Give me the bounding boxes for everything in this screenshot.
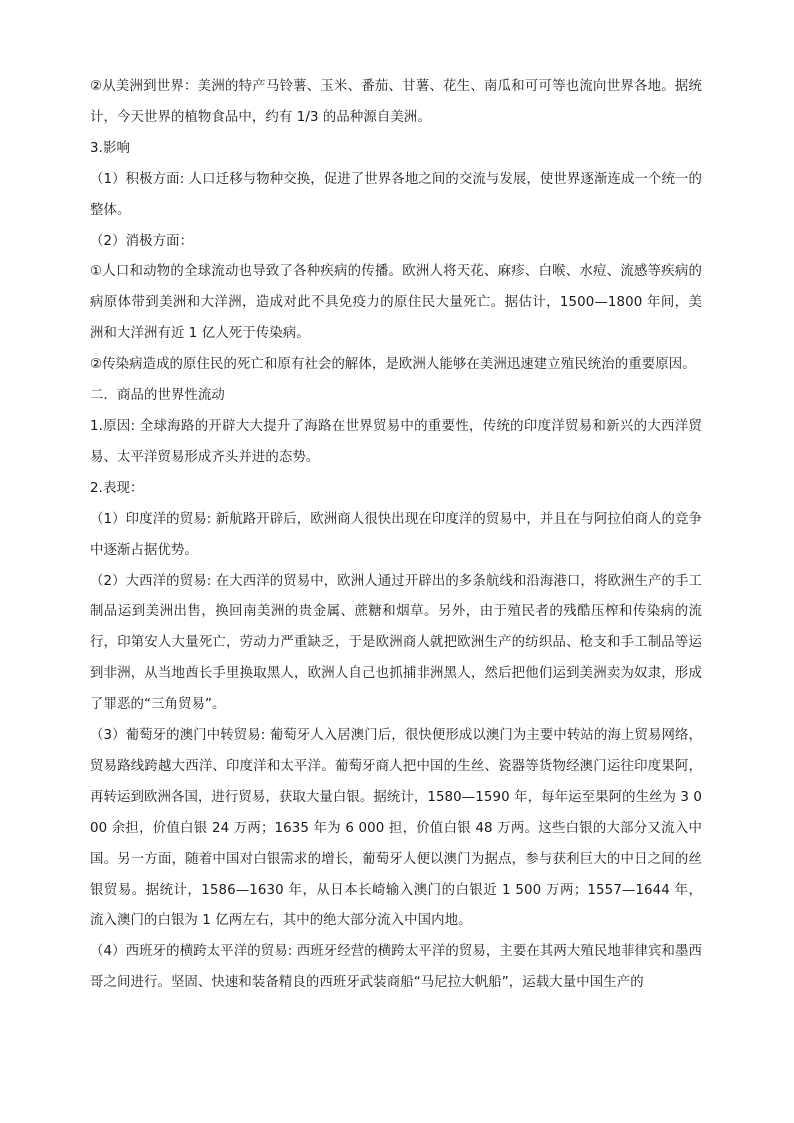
paragraph-9: 2.表现： (90, 480, 144, 496)
paragraph-6: ②传染病造成的原住民的死亡和原有社会的解体，是欧洲人能够在美洲迅速建立殖民统治的重要原因。 (90, 357, 696, 373)
paragraph-3: （1）积极方面: 人口迁移与物种交换，促进了世界各地之间的交流与发展，使世界逐渐连成一个统一的整体。 (90, 171, 702, 218)
paragraph-8: 1.原因: 全球海路的开辟大大提升了海路在世界贸易中的重要性，传统的印度洋贸易和新兴的大西洋贸易、太平洋贸易形成齐头并进的态势。 (90, 418, 702, 465)
paragraph-11: （2）大西洋的贸易: 在大西洋的贸易中，欧洲人通过开辟出的多条航线和沿海港口，将欧洲生产的手工制品运到美洲出售，换回南美洲的贵金属、蔗糖和烟草。另外，由于殖民者的残酷压榨和传染病的流行，印第安人大量死亡，劳动力严重缺乏，于是欧洲商人就把欧洲生产的纺织品、枪支和手工制品等运到非洲，从当地酋长手里换取黑人，欧洲人自己也抓捕非洲黑人，然后把他们运到美洲卖为奴隶，形成了罪恶的“三角贸易”。 (90, 573, 702, 713)
paragraph-13: （4）西班牙的横跨太平洋的贸易: 西班牙经营的横跨太平洋的贸易，主要在其两大殖民地菲律宾和墨西哥之间进行。坚固、快速和装备精良的西班牙武装商船“马尼拉大帆船”，运载大量中国生产的 (90, 944, 702, 991)
paragraph-12: （3）葡萄牙的澳门中转贸易: 葡萄牙人入居澳门后，很快便形成以澳门为主要中转站的海上贸易网络，贸易路线跨越大西洋、印度洋和太平洋。葡萄牙商人把中国的生丝、瓷器等货物经澳门运往印度果阿，再转运到欧洲各国，进行贸易，获取大量白银。据统计，1580—1590 年，每年运至果阿的生丝为 3 000 余担，价值白银 24 万两；1635 年为 6 000 担，价值白银 48 万两。这些白银的大部分又流入中国。另一方面，随着中国对白银需求的增长，葡萄牙人便以澳门为据点，参与获利巨大的中日之间的丝银贸易。据统计，1586—1630 年，从日本长崎输入澳门的白银近 1 500 万两；1557—1644 年，流入澳门的白银为 1 亿两左右，其中的绝大部分流入中国内地。 (90, 728, 702, 929)
paragraph-4: （2）消极方面： (90, 233, 194, 249)
paragraph-10: （1）印度洋的贸易: 新航路开辟后，欧洲商人很快出现在印度洋的贸易中，并且在与阿拉伯商人的竞争中逐渐占据优势。 (90, 511, 702, 558)
paragraph-1: ②从美洲到世界：美洲的特产马铃薯、玉米、番茄、甘薯、花生、南瓜和可可等也流向世界各地。据统计，今天世界的植物食品中，约有 1/3 的品种源自美洲。 (90, 79, 702, 125)
document-body (90, 72, 702, 999)
paragraph-7: 二．商品的世界性流动 (90, 388, 225, 404)
paragraph-5: ①人口和动物的全球流动也导致了各种疾病的传播。欧洲人将天花、麻疹、白喉、水痘、流感等疾病的病原体带到美洲和大洋洲，造成对此不具免疫力的原住民大量死亡。据估计，1500—1800 年间，美洲和大洋洲有近 1 亿人死于传染病。 (90, 264, 702, 342)
paragraph-2: 3.影响 (90, 140, 130, 156)
